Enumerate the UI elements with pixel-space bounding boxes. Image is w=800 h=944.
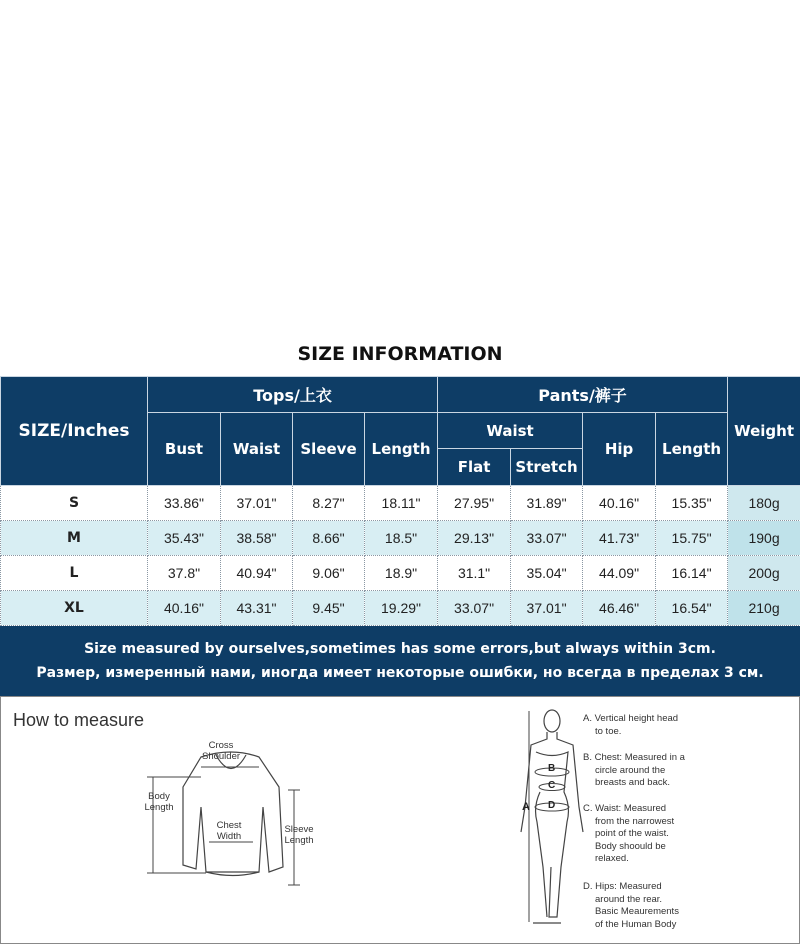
legend-a-line2: to toe. [595,725,622,737]
figure-letter-d: D [548,800,556,811]
tops-waist-header: Waist [221,413,293,486]
note-line-russian: Размер, измеренный нами, иногда имеет некоторые ошибки, но всегда в пределах 3 см. [36,665,764,681]
figure-letter-a: A [522,801,530,813]
measurement-cell: 38.58" [221,521,293,556]
measurement-cell: 27.95" [438,486,511,521]
measurement-cell: 29.13" [438,521,511,556]
measurement-cell: 19.29" [365,591,438,626]
size-header: SIZE/Inches [1,377,148,486]
tops-bust-header: Bust [148,413,221,486]
weight-cell: 200g [728,556,800,591]
legend-d [583,881,733,931]
legend-b-line1: B. Chest: Measured in a [583,752,685,763]
size-cell: S [1,486,148,521]
label-chest-width [209,820,249,842]
legend-c-line4: Body shoould be [595,840,666,852]
measurement-cell: 9.06" [293,556,365,591]
measurement-cell: 35.43" [148,521,221,556]
pants-waist-header: Waist [438,413,583,449]
label-chest: Chest [216,820,242,831]
legend-d-line4: of the Human Body [595,918,677,930]
measurement-cell: 8.27" [293,486,365,521]
weight-cell: 180g [728,486,800,521]
measurement-cell: 18.11" [365,486,438,521]
legend-b-line3: breasts and back. [595,777,670,788]
table-row [1,556,800,591]
how-to-measure-title: How to measure [13,710,145,730]
tops-length-header: Length [365,413,438,486]
pants-length-header: Length [656,413,728,486]
legend-c [583,803,733,866]
measurement-cell: 40.16" [583,486,656,521]
measurement-cell: 33.07" [511,521,583,556]
size-cell: XL [1,591,148,626]
pants-header: Pants/裤子 [438,377,728,413]
label-body-length-text: Length [144,802,174,813]
measurement-cell: 16.54" [656,591,728,626]
measurement-cell: 15.35" [656,486,728,521]
legend-a [583,713,733,738]
pants-waist-flat-header: Flat [438,449,511,486]
measurement-cell: 33.07" [438,591,511,626]
table-row [1,521,800,556]
legend-d-line3: Basic Meaurements [595,906,679,917]
body-drawing-icon [521,710,583,923]
legend-b [583,752,733,790]
figure-letter-b: B [548,763,556,774]
measurement-cell: 44.09" [583,556,656,591]
measurement-cell: 37.8" [148,556,221,591]
page-title: SIZE INFORMATION [297,343,503,365]
sweater-drawing-icon [183,752,283,876]
label-cross: Cross [208,740,234,751]
how-to-measure-panel [0,696,800,944]
measurement-cell: 43.31" [221,591,293,626]
weight-header: Weight [728,377,800,486]
body-measure-lines-icon [529,711,569,922]
size-cell: L [1,556,148,591]
size-cell: M [1,521,148,556]
measurement-cell: 15.75" [656,521,728,556]
size-table [0,376,800,626]
note-line-english: Size measured by ourselves,sometimes has some errors,but always within 3cm. [84,641,716,657]
measurement-cell: 37.01" [511,591,583,626]
measurement-cell: 31.1" [438,556,511,591]
measurement-note [0,626,800,696]
measurement-cell: 33.86" [148,486,221,521]
legend-c-line5: relaxed. [595,853,629,864]
pants-waist-stretch-header: Stretch [511,449,583,486]
label-sleeve: Sleeve [284,824,314,835]
tops-header: Tops/上衣 [148,377,438,413]
weight-cell: 190g [728,521,800,556]
label-width: Width [216,831,242,842]
figure-letter-c: C [548,780,556,791]
legend-d-line2: around the rear. [595,893,663,905]
label-body-length [137,791,181,813]
legend-d-line1: D. Hips: Measured [583,881,662,892]
legend-c-line2: from the narrowest [595,815,675,827]
table-row [1,591,800,626]
measurement-cell: 40.94" [221,556,293,591]
label-sleeve-length [277,824,321,846]
measurement-cell: 18.9" [365,556,438,591]
measurement-cell: 35.04" [511,556,583,591]
label-body: Body [148,791,170,802]
table-row [1,486,800,521]
measurement-cell: 9.45" [293,591,365,626]
legend-c-line1: C. Waist: Measured [583,803,667,814]
legend-b-line2: circle around the [595,764,666,776]
label-cross-shoulder [201,740,241,762]
label-shoulder: Shoulder [201,751,241,762]
measurement-cell: 31.89" [511,486,583,521]
measurement-cell: 37.01" [221,486,293,521]
weight-cell: 210g [728,591,800,626]
label-sleeve-length-text: Length [284,835,314,846]
pants-hip-header: Hip [583,413,656,486]
legend-c-line3: point of the waist. [595,828,669,839]
measurement-cell: 18.5" [365,521,438,556]
measurement-cell: 40.16" [148,591,221,626]
tops-sleeve-header: Sleeve [293,413,365,486]
measurement-cell: 8.66" [293,521,365,556]
measurement-cell: 16.14" [656,556,728,591]
measurement-cell: 41.73" [583,521,656,556]
legend-a-line1: A. Vertical height head [583,713,679,724]
measurement-cell: 46.46" [583,591,656,626]
